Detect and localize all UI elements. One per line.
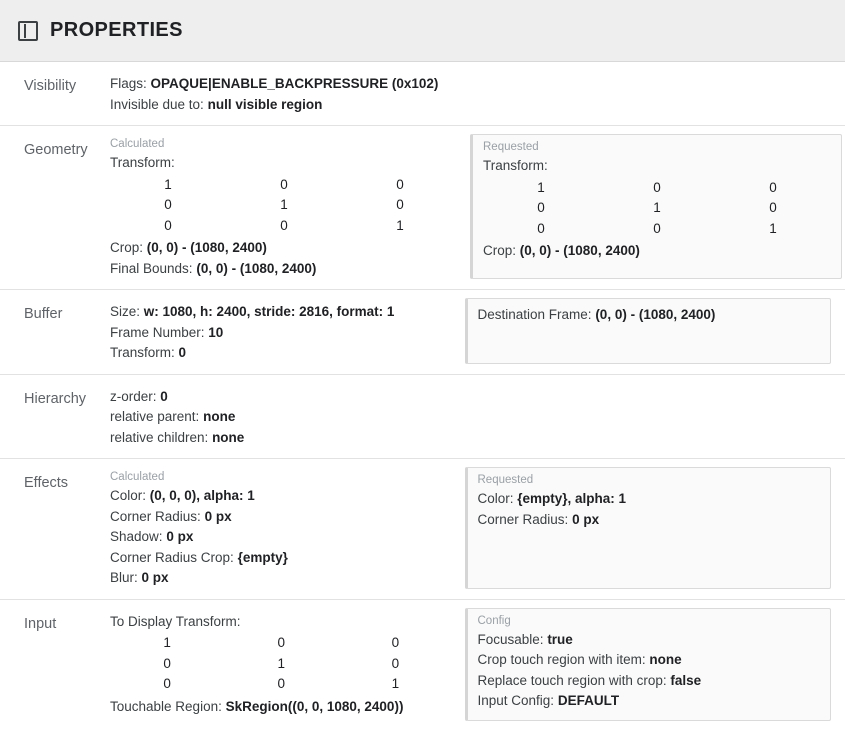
- matrix-cell: 0: [280, 176, 288, 192]
- section-buffer: [0, 290, 845, 375]
- matrix-cell: 0: [537, 220, 545, 236]
- matrix-cell: 0: [277, 635, 286, 650]
- effects-shadow-line: [110, 527, 453, 548]
- matrix-cell: 0: [163, 655, 171, 671]
- matrix-cell: 0: [396, 197, 404, 212]
- matrix-cell: 1: [163, 635, 171, 650]
- matrix-cell: 0: [163, 676, 171, 691]
- hierarchy-content: [106, 383, 831, 449]
- input-replace-touch-value: false: [670, 672, 702, 688]
- visibility-invisible-label: Invisible due to:: [110, 96, 204, 112]
- hierarchy-zorder-line: [110, 387, 831, 408]
- effects-requested-corner-radius-line: [478, 510, 821, 531]
- geometry-requested-crop-value: (0, 0) - (1080, 2400): [519, 243, 640, 258]
- input-crop-touch-label: Crop touch region with item:: [477, 652, 646, 667]
- hierarchy-zorder-value: 0: [160, 388, 168, 404]
- geometry-requested: [470, 134, 842, 279]
- effects-corner-radius-line: [110, 507, 453, 528]
- buffer-destination-frame-value: (0, 0) - (1080, 2400): [595, 307, 716, 322]
- effects-calculated-title: Calculated: [110, 471, 165, 483]
- input-config-label: Input Config:: [477, 693, 555, 708]
- matrix-cell: 0: [653, 220, 661, 236]
- effects-corner-radius-label: Corner Radius:: [110, 508, 201, 524]
- effects-requested-corner-radius-value: 0 px: [572, 511, 600, 527]
- input-focusable-label: Focusable:: [477, 631, 544, 647]
- effects-requested-color-value: {empty}, alpha: 1: [517, 491, 627, 506]
- effects-requested: [465, 467, 832, 589]
- geometry-calculated-crop-line: [110, 238, 458, 259]
- matrix-cell: 0: [653, 179, 661, 195]
- effects-shadow-value: 0 px: [166, 529, 194, 544]
- collapse-panel-icon[interactable]: [18, 21, 38, 41]
- section-label-visibility: Visibility: [24, 78, 77, 94]
- visibility-flags-label: Flags:: [110, 76, 147, 91]
- effects-blur-line: [110, 568, 453, 589]
- hierarchy-relative-children-value: none: [212, 429, 245, 445]
- geometry-final-bounds-label: Final Bounds:: [110, 260, 193, 276]
- geometry-calculated: [106, 134, 458, 279]
- page-title: PROPERTIES: [50, 19, 183, 41]
- section-geometry: [0, 126, 845, 290]
- hierarchy-relative-children-label: relative children:: [110, 429, 209, 445]
- effects-requested-color-line: [478, 489, 821, 510]
- effects-requested-title: Requested: [477, 474, 534, 486]
- geometry-requested-transform-label: Transform:: [483, 158, 548, 173]
- input-touchable-region-value: SkRegion((0, 0, 1080, 2400)): [225, 698, 404, 714]
- section-effects: [0, 459, 845, 600]
- properties-header: [0, 0, 845, 62]
- effects-color-value: (0, 0, 0), alpha: 1: [149, 488, 255, 503]
- buffer-frame-number-label: Frame Number:: [110, 324, 205, 340]
- buffer-frame-number-line: [110, 323, 453, 344]
- section-visibility: [0, 62, 845, 126]
- hierarchy-relative-parent-label: relative parent:: [110, 409, 200, 424]
- hierarchy-relative-children-line: [110, 428, 831, 449]
- effects-requested-corner-radius-label: Corner Radius:: [477, 511, 569, 527]
- effects-requested-color-label: Color:: [477, 491, 514, 506]
- geometry-calculated-title: Calculated: [110, 138, 165, 150]
- matrix-cell: 0: [537, 200, 545, 215]
- buffer-destination-frame-line: [478, 305, 821, 326]
- input-crop-touch-line: [478, 650, 821, 671]
- matrix-cell: 1: [280, 197, 288, 212]
- geometry-requested-crop-label: Crop:: [483, 243, 517, 258]
- buffer-frame-number-value: 10: [208, 324, 224, 340]
- effects-corner-radius-value: 0 px: [204, 508, 232, 524]
- matrix-cell: 0: [391, 655, 400, 671]
- hierarchy-relative-parent-value: none: [203, 409, 236, 424]
- input-focusable-line: [478, 630, 821, 651]
- effects-color-line: [110, 486, 453, 507]
- input-replace-touch-label: Replace touch region with crop:: [477, 672, 667, 688]
- geometry-requested-title: Requested: [483, 141, 539, 153]
- visibility-content: [106, 70, 831, 115]
- effects-corner-radius-crop-line: [110, 548, 453, 569]
- input-focusable-value: true: [547, 631, 573, 647]
- matrix-cell: 1: [396, 217, 404, 233]
- buffer-transform-line: [110, 343, 453, 364]
- buffer-size-value: w: 1080, h: 2400, stride: 2816, format: 1: [143, 304, 395, 319]
- effects-corner-radius-crop-value: {empty}: [237, 549, 288, 565]
- input-replace-touch-line: [478, 671, 821, 692]
- hierarchy-relative-parent-line: [110, 407, 831, 428]
- input-touchable-region-line: [110, 697, 453, 718]
- buffer-destination-frame: [465, 298, 832, 364]
- geometry-requested-matrix: [483, 178, 831, 240]
- effects-calculated: [106, 467, 453, 589]
- section-hierarchy: [0, 375, 845, 460]
- matrix-cell: 0: [164, 217, 172, 233]
- input-matrix: [110, 633, 453, 695]
- section-label-hierarchy: Hierarchy: [24, 390, 87, 407]
- matrix-cell: 0: [769, 200, 777, 215]
- matrix-cell: 0: [164, 197, 172, 212]
- matrix-cell: 0: [769, 179, 777, 195]
- buffer-transform-value: 0: [178, 345, 187, 360]
- input-config-line: [478, 691, 821, 712]
- matrix-cell: 1: [769, 220, 777, 236]
- buffer-size-label: Size:: [110, 304, 141, 319]
- matrix-cell: 0: [280, 217, 288, 233]
- hierarchy-zorder-label: z-order:: [110, 388, 157, 404]
- buffer-size-line: [110, 302, 453, 323]
- input-crop-touch-value: none: [649, 652, 682, 667]
- matrix-cell: 1: [653, 200, 661, 215]
- section-label-buffer: Buffer: [24, 306, 63, 322]
- buffer-calculated: [106, 298, 453, 364]
- section-label-input: Input: [24, 615, 57, 632]
- geometry-requested-crop-line: [483, 241, 831, 262]
- effects-blur-value: 0 px: [141, 570, 169, 585]
- visibility-invisible-value: null visible region: [207, 96, 323, 112]
- matrix-cell: 0: [396, 176, 404, 192]
- geometry-calculated-crop-label: Crop:: [110, 240, 144, 255]
- geometry-final-bounds-line: [110, 259, 458, 280]
- matrix-cell: 1: [164, 176, 172, 192]
- visibility-flags-line: [110, 74, 831, 95]
- matrix-cell: 1: [391, 676, 400, 691]
- input-calculated: [106, 608, 453, 721]
- matrix-cell: 0: [277, 676, 286, 691]
- input-touchable-region-label: Touchable Region:: [110, 698, 222, 714]
- geometry-calculated-transform-label: Transform:: [110, 155, 175, 170]
- section-label-geometry: Geometry: [24, 142, 88, 158]
- input-config-value: DEFAULT: [557, 693, 620, 708]
- effects-blur-label: Blur:: [110, 570, 138, 585]
- section-input: [0, 600, 845, 731]
- input-to-display-transform-label: To Display Transform:: [110, 613, 241, 629]
- section-label-effects: Effects: [24, 475, 69, 491]
- input-config-title: Config: [477, 614, 511, 627]
- geometry-calculated-crop-value: (0, 0) - (1080, 2400): [146, 240, 267, 255]
- buffer-destination-frame-label: Destination Frame:: [477, 307, 592, 322]
- matrix-cell: 1: [277, 655, 286, 671]
- visibility-flags-value: OPAQUE|ENABLE_BACKPRESSURE (0x102): [150, 76, 439, 91]
- effects-shadow-label: Shadow:: [110, 529, 163, 544]
- effects-color-label: Color:: [110, 488, 147, 503]
- geometry-final-bounds-value: (0, 0) - (1080, 2400): [196, 260, 317, 276]
- input-config: [465, 608, 832, 721]
- matrix-cell: 1: [537, 179, 545, 195]
- effects-corner-radius-crop-label: Corner Radius Crop:: [110, 549, 234, 565]
- visibility-invisible-line: [110, 95, 831, 116]
- geometry-calculated-matrix: [110, 175, 458, 237]
- buffer-transform-label: Transform:: [110, 345, 175, 360]
- matrix-cell: 0: [391, 635, 400, 650]
